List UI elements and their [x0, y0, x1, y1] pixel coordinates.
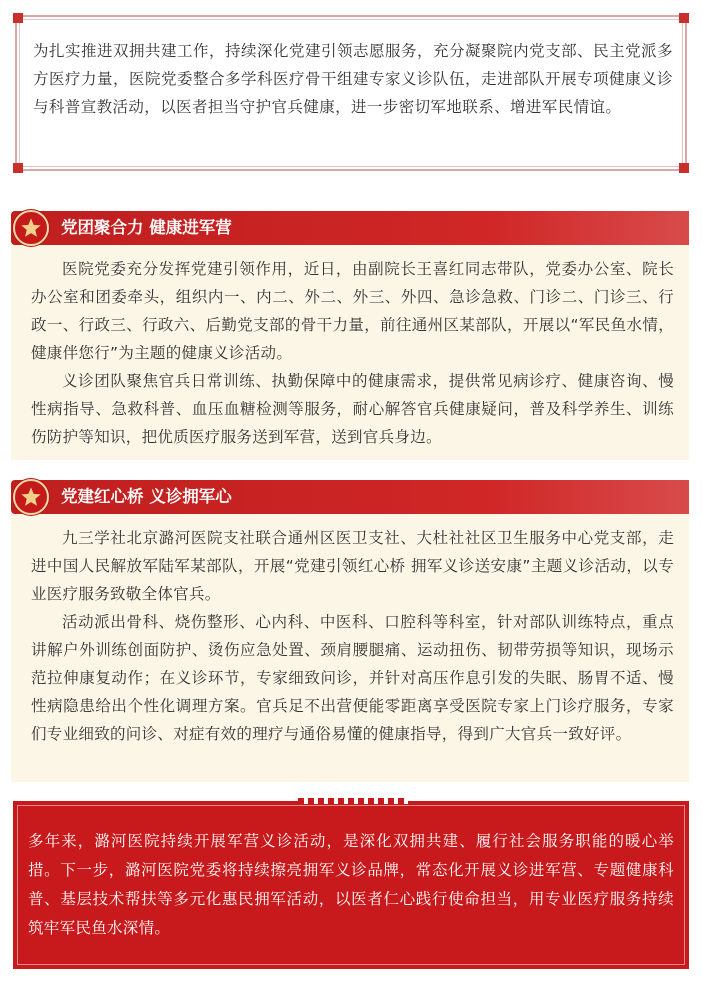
corner-ornament [679, 163, 689, 173]
section-title: 党团聚合力 健康进军营 [61, 218, 232, 237]
corner-ornament [679, 13, 689, 23]
closing-paragraph: 多年来，潞河医院持续开展军营义诊活动，是深化双拥共建、履行社会服务职能的暖心举措。下一步，潞河医院党委将持续擦亮拥军义诊品牌，常态化开展义诊进军营、专题健康科普、基层技术帮扶等多元化惠民拥军活动，以医者仁心践行使命担当，用专业医疗服务持续筑牢军民鱼水深情。 [28, 832, 674, 937]
body-paragraph: 医院党委充分发挥党建引领作用，近日，由副院长王喜红同志带队，党委办公室、院长办公室和团委牵头，组织内一、内二、外二、外三、外四、急诊急救、门诊二、门诊三、行政一、行政三、行政六、后勤党支部的骨干力量，前往通州区某部队，开展以“军民鱼水情，健康伴您行”为主题的健康义诊活动。 [31, 260, 674, 362]
body-paragraph: 九三学社北京潞河医院支社联合通州区医卫支社、大杜社社区卫生服务中心党支部，走进中国人民解放军陆军某部队，开展“党建引领红心桥 拥军义诊送安康”主题义诊活动，以专业医疗服务致敬全体官兵。 [31, 529, 674, 603]
star-icon [13, 210, 49, 246]
section-header [11, 211, 689, 245]
section-header [11, 480, 689, 514]
corner-ornament [13, 163, 23, 173]
body-paragraph: 义诊团队聚焦官兵日常训练、执勤保障中的健康需求，提供常见病诊疗、健康咨询、慢性病指导、急救科普、血压血糖检测等服务，耐心解答官兵健康疑问，普及科学养生、训练伤防护等知识，把优质医疗服务送到军营，送到官兵身边。 [31, 372, 674, 446]
section-body [11, 245, 689, 461]
section-title: 党建红心桥 义诊拥军心 [61, 487, 232, 506]
closing-box [13, 801, 689, 969]
section-party-league [11, 211, 689, 460]
body-paragraph: 活动派出骨科、烧伤整形、心内科、中医科、口腔科等科室，针对部队训练特点，重点讲解户外训练创面防护、烫伤应急处置、颈肩腰腿痛、运动扭伤、韧带劳损等知识，现场示范拉伸康复动作；在义诊环节，专家细致问诊，并针对高压作息引发的失眠、肠胃不适、慢性病隐患给出个性化调理方案。官兵足不出营便能零距离享受医院专家上门诊疗服务，专家们专业细致的问诊、对症有效的理疗与通俗易懂的健康指导，得到广大官兵一致好评。 [31, 613, 674, 743]
section-body [11, 514, 689, 758]
intro-box [13, 13, 689, 173]
dashed-ornament [298, 798, 408, 804]
corner-ornament [13, 13, 23, 23]
star-icon [13, 479, 49, 515]
section-red-bridge [11, 480, 689, 782]
intro-paragraph: 为扎实推进双拥共建工作，持续深化党建引领志愿服务，充分凝聚院内党支部、民主党派多方医疗力量，医院党委整合多学科医疗骨干组建专家义诊队伍，走进部队开展专项健康义诊与科普宣教活动，以医者担当守护官兵健康，进一步密切军地联系、增进军民情谊。 [33, 42, 673, 116]
